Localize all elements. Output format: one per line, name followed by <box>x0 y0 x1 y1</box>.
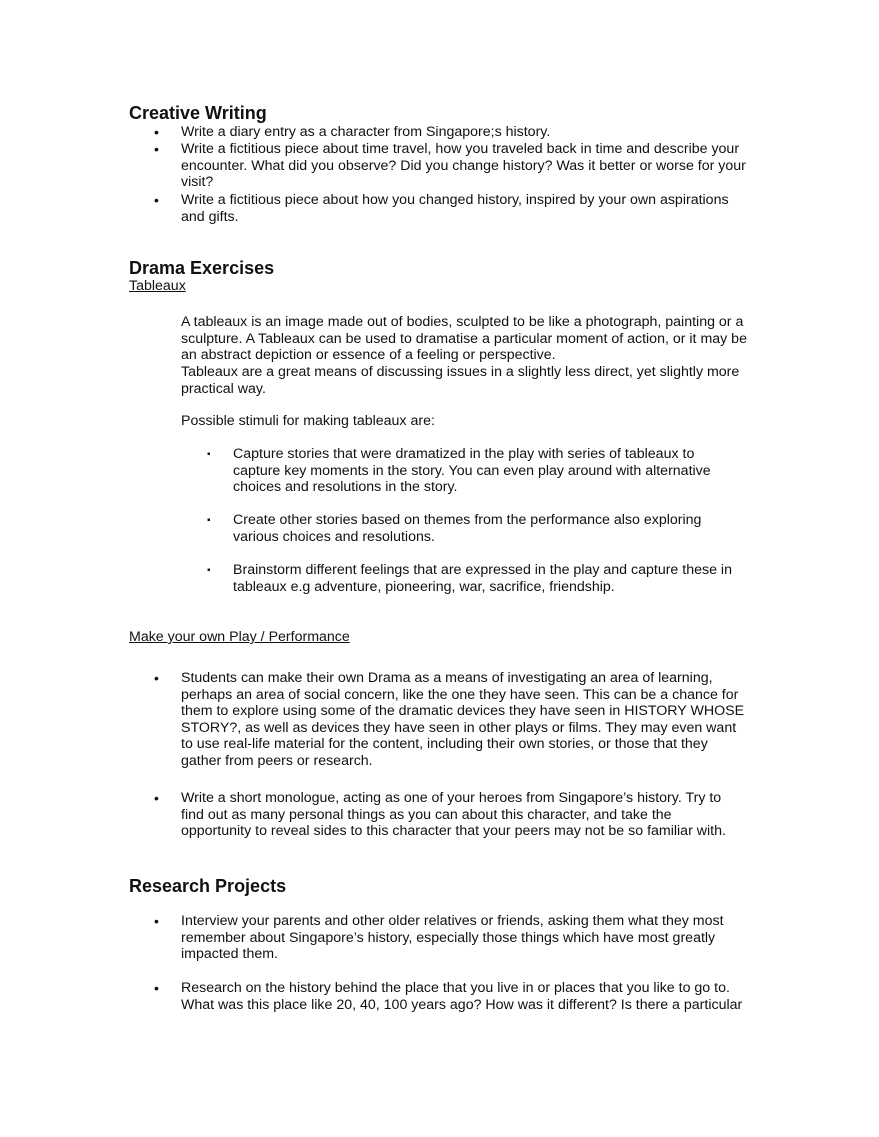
bullet-dot: • <box>154 670 159 686</box>
stimuli-item-2: Create other stories based on themes from the performance also exploring various choices and resolutions. <box>233 512 702 545</box>
drama-exercises-heading: Drama Exercises <box>129 258 275 278</box>
tableaux-description-2: Tableaux are a great means of discussing issues in a slightly less direct, yet slightly more practical way. <box>181 364 740 397</box>
bullet-dot: • <box>154 790 159 806</box>
stimuli-item-3: Brainstorm different feelings that are expressed in the play and capture these in tableaux e.g adventure, pioneering, war, sacrifice, friendship. <box>233 562 732 595</box>
bullet-dot: • <box>154 192 159 208</box>
creative-writing-item-1: Write a diary entry as a character from Singapore;s history. <box>181 124 551 140</box>
tableaux-description: A tableaux is an image made out of bodies, sculpted to be like a photograph, painting or a sculpture. A Tableaux can be used to dramatise a particular moment of action, or it may be an abstract depiction or essence of a feeling or perspective. <box>181 314 747 364</box>
research-projects-heading: Research Projects <box>129 876 287 896</box>
square-bullet: ▪ <box>207 565 211 576</box>
research-item-2: Research on the history behind the place that you live in or places that you like to go to. What was this place like 20, 40, 100 years ago? How was it different? Is there a particular <box>181 980 743 1013</box>
research-item-1: Interview your parents and other older relatives or friends, asking them what they most remember about Singapore’s history, especially those things which have most greatly impacted them. <box>181 913 724 963</box>
creative-writing-heading: Creative Writing <box>129 103 267 123</box>
bullet-dot: • <box>154 141 159 157</box>
make-your-own-item-2: Write a short monologue, acting as one of your heroes from Singapore’s history. Try to find out as many personal things as you can about this character, and take the opportunity to reveal sides to this character that your peers may not be so familiar with. <box>181 790 726 840</box>
make-your-own-subheading: Make your own Play / Performance <box>129 629 350 645</box>
creative-writing-item-3: Write a fictitious piece about how you changed history, inspired by your own aspirations and gifts. <box>181 192 729 225</box>
tableaux-subheading: Tableaux <box>129 278 186 294</box>
creative-writing-item-2: Write a fictitious piece about time travel, how you traveled back in time and describe your encounter. What did you observe? Did you change history? Was it better or worse for your visit? <box>181 141 746 191</box>
square-bullet: ▪ <box>207 515 211 526</box>
bullet-dot: • <box>154 913 159 929</box>
bullet-dot: • <box>154 980 159 996</box>
stimuli-intro: Possible stimuli for making tableaux are: <box>181 413 435 429</box>
stimuli-item-1: Capture stories that were dramatized in the play with series of tableaux to capture key moments in the story. You can even play around with alternative choices and resolutions in the story. <box>233 446 711 496</box>
square-bullet: ▪ <box>207 449 211 460</box>
bullet-dot: • <box>154 124 159 140</box>
make-your-own-item-1: Students can make their own Drama as a means of investigating an area of learning, perhaps an area of social concern, like the one they have seen. This can be a chance for them to explore using some of the dramatic devices they have seen in HISTORY WHOSE STORY?, as well as devices they have seen in other plays or films. They may even want to use real-life material for the content, including their own stories, or those that they gather from peers or research. <box>181 670 745 769</box>
